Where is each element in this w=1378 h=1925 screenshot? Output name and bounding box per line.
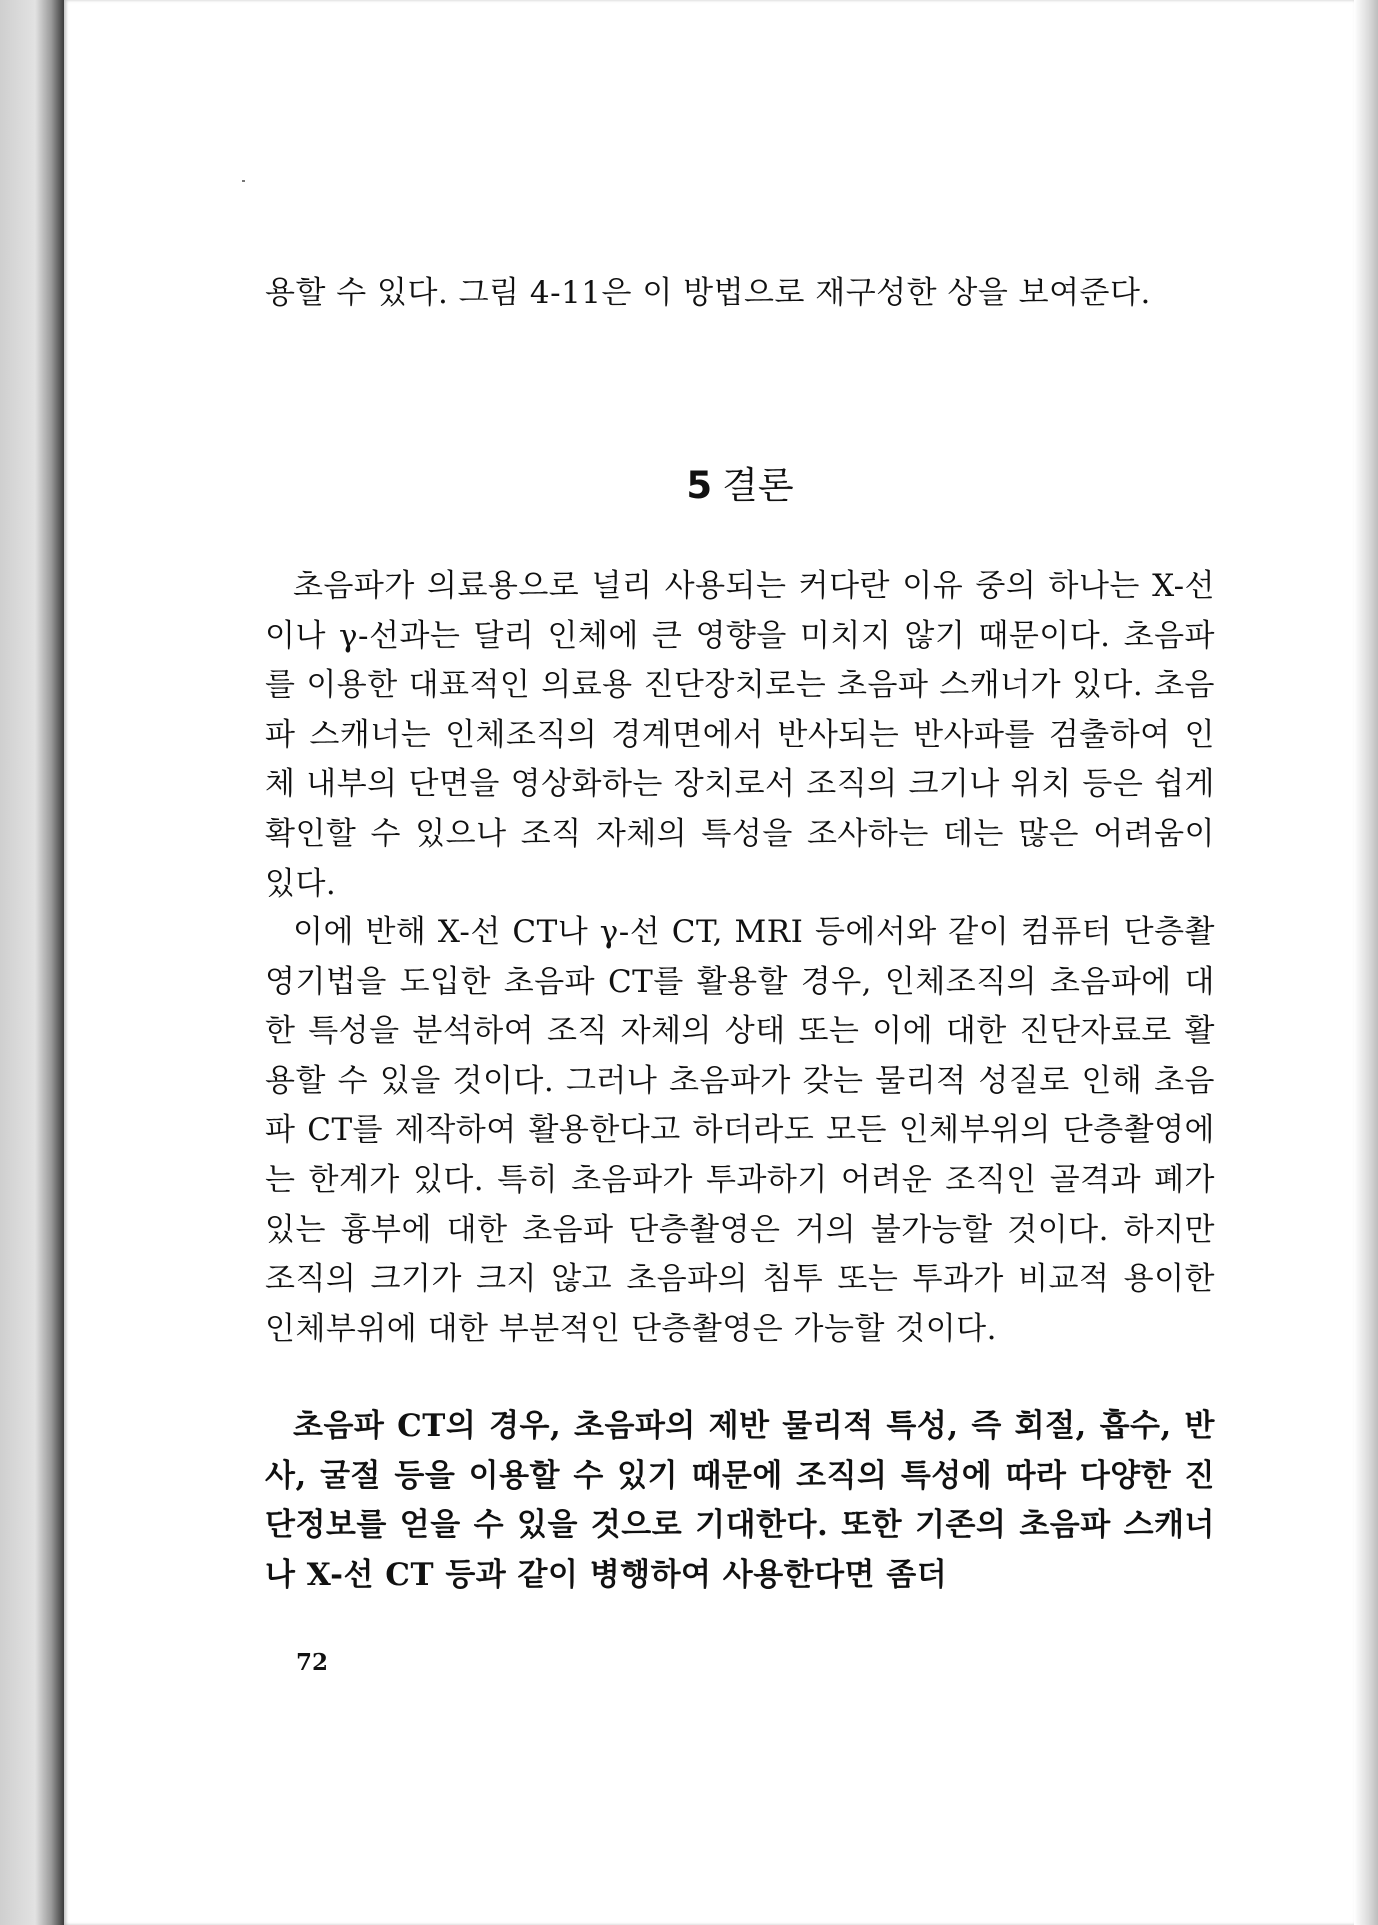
book-page-edge — [1354, 0, 1378, 1925]
section-title: 결론 — [722, 464, 794, 507]
page-number: 72 — [296, 1649, 329, 1676]
book-spine-edge — [0, 0, 64, 1925]
continued-paragraph: 용할 수 있다. 그림 4-11은 이 방법으로 재구성한 상을 보여준다. — [265, 275, 1151, 311]
scan-speck — [242, 180, 245, 182]
paragraph-1: 초음파가 의료용으로 널리 사용되는 커다란 이유 중의 하나는 X-선이나 γ-선과는 달리 인체에 큰 영향을 미치지 않기 때문이다. 초음파를 이용한 대표적인 의료용 진단장치로는 초음파 스캐너가 있다. 초음파 스캐너는 인체조직의 경계면에서 반사되는 반사파를 검출하여 인체 내부의 단면을 영상화하는 장치로서 조직의 크기나 위치 등은 쉽게 확인할 수 있으나 조직 자체의 특성을 조사하는 데는 많은 어려움이 있다. — [265, 568, 1215, 902]
paragraph-3: 초음파 CT의 경우, 초음파의 제반 물리적 특성, 즉 회절, 흡수, 반사, 굴절 등을 이용할 수 있기 때문에 조직의 특성에 따라 다양한 진단정보를 얻을 수 있을 것으로 기대한다. 또한 기존의 초음파 스캐너나 X-선 CT 등과 같이 병행하여 사용한다면 좀더 — [265, 1408, 1215, 1593]
paragraph-2: 이에 반해 X-선 CT나 γ-선 CT, MRI 등에서와 같이 컴퓨터 단층촬영기법을 도입한 초음파 CT를 활용할 경우, 인체조직의 초음파에 대한 특성을 분석하여 조직 자체의 상태 또는 이에 대한 진단자료로 활용할 수 있을 것이다. 그러나 초음파가 갖는 물리적 성질로 인해 초음파 CT를 제작하여 활용한다고 하더라도 모든 인체부위의 단층촬영에는 한계가 있다. 특히 초음파가 투과하기 어려운 조직인 골격과 폐가 있는 흉부에 대한 초음파 단층촬영은 거의 불가능할 것이다. 하지만 조직의 크기가 크지 않고 초음파의 침투 또는 투과가 비교적 용이한 인체부위에 대한 부분적인 단층촬영은 가능할 것이다. — [265, 914, 1215, 1347]
section-heading — [265, 460, 1215, 512]
section-number: 5 — [686, 464, 713, 507]
